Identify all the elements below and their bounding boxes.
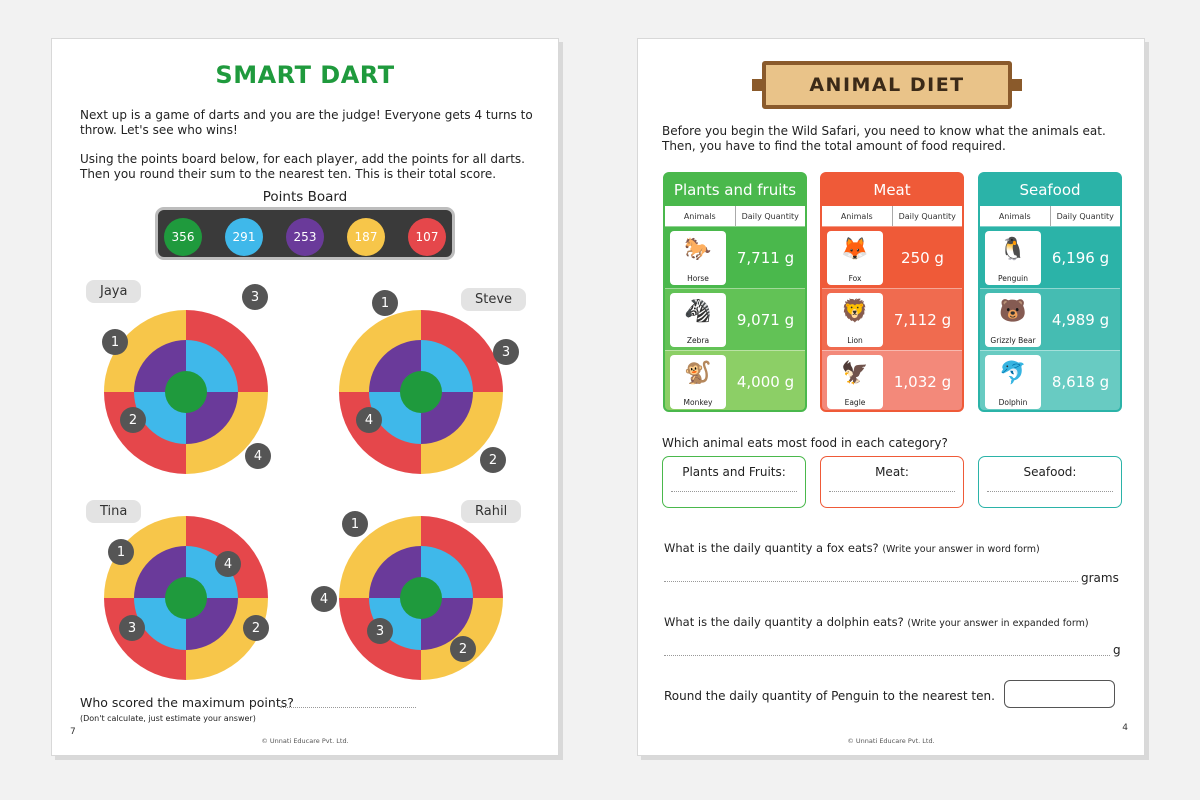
bear-icon: 🐻	[999, 298, 1027, 324]
diet-row	[980, 350, 1120, 412]
dart-1: 1	[372, 290, 398, 316]
intro-text: Before you begin the Wild Safari, you need to know what the animals eat. Then, you have to find the total amount of food required.	[662, 124, 1106, 153]
daily-quantity: 6,196 g	[1051, 248, 1110, 267]
animal-picture: 🐬 Dolphin	[985, 355, 1041, 409]
horse-icon: 🐎	[684, 236, 712, 262]
question-2: What is the daily quantity a fox eats? (Write your answer in word form)	[664, 541, 1040, 555]
page-title: SMART DART	[215, 61, 395, 89]
points-circle: 291	[225, 218, 263, 256]
player-name-tina: Tina	[86, 500, 141, 523]
page-number: 4	[1122, 723, 1128, 733]
page-title-sign	[762, 61, 1012, 109]
dart-3: 3	[367, 618, 393, 644]
dart-4: 4	[215, 551, 241, 577]
player-name-rahil: Rahil	[461, 500, 521, 523]
player-name-jaya: Jaya	[86, 280, 141, 303]
dartboard-jaya	[104, 310, 268, 474]
lion-icon: 🦁	[841, 298, 869, 324]
points-circle: 187	[347, 218, 385, 256]
category-title: Seafood	[1019, 181, 1081, 199]
daily-quantity: 4,989 g	[1051, 310, 1110, 329]
category-card-seafood	[978, 172, 1122, 412]
hint-text: (Don't calculate, just estimate your answer)	[80, 714, 256, 723]
dart-1: 1	[342, 511, 368, 537]
points-circle: 253	[286, 218, 324, 256]
diet-row	[822, 226, 962, 288]
right-page	[637, 38, 1145, 756]
question-1: Which animal eats most food in each category?	[662, 436, 948, 450]
animal-picture: 🐧 Penguin	[985, 231, 1041, 285]
answer-box-penguin[interactable]	[1004, 680, 1115, 708]
answer-line-dolphin[interactable]	[664, 655, 1110, 656]
instructions-text: Using the points board below, for each player, add the points for all darts. Then you round their sum to the nearest ten. This is their total score.	[80, 152, 525, 181]
daily-quantity: 250 g	[901, 248, 944, 267]
dolphin-icon: 🐬	[999, 360, 1027, 386]
fox-icon: 🦊	[841, 236, 869, 262]
animal-picture: 🦓 Zebra	[670, 293, 726, 347]
points-circle: 356	[164, 218, 202, 256]
answer-line[interactable]	[280, 707, 416, 708]
unit-g: g	[1113, 643, 1121, 657]
player-name-steve: Steve	[461, 288, 526, 311]
animal-picture: 🦅 Eagle	[827, 355, 883, 409]
animal-picture: 🦁 Lion	[827, 293, 883, 347]
category-card-meat	[820, 172, 964, 412]
question-3: What is the daily quantity a dolphin eats? (Write your answer in expanded form)	[664, 615, 1089, 629]
daily-quantity: 9,071 g	[736, 310, 795, 329]
points-circle: 107	[408, 218, 446, 256]
dart-1: 1	[102, 329, 128, 355]
category-card-plants	[663, 172, 807, 412]
diet-row	[822, 288, 962, 350]
dart-2: 2	[480, 447, 506, 473]
penguin-icon: 🐧	[999, 236, 1027, 262]
dart-2: 2	[243, 615, 269, 641]
category-title: Plants and fruits	[673, 181, 797, 199]
animal-picture: 🐎 Horse	[670, 231, 726, 285]
intro-text: Next up is a game of darts and you are the judge! Everyone gets 4 turns to throw. Let's see who wins!	[80, 108, 533, 137]
answer-box-meat[interactable]: Meat:	[820, 456, 964, 508]
category-title: Meat	[873, 181, 911, 199]
dart-4: 4	[245, 443, 271, 469]
daily-quantity: 8,618 g	[1051, 372, 1110, 391]
daily-quantity: 1,032 g	[893, 372, 952, 391]
animal-picture: 🦊 Fox	[827, 231, 883, 285]
diet-row	[665, 288, 805, 350]
dart-4: 4	[356, 407, 382, 433]
diet-row	[980, 226, 1120, 288]
diet-row	[665, 226, 805, 288]
animal-picture: 🐒 Monkey	[670, 355, 726, 409]
column-headers: Animals Daily Quantity	[822, 206, 962, 226]
points-board-label: Points Board	[262, 189, 348, 205]
dartboard-steve	[339, 310, 503, 474]
daily-quantity: 4,000 g	[736, 372, 795, 391]
daily-quantity: 7,711 g	[736, 248, 795, 267]
eagle-icon: 🦅	[841, 360, 869, 386]
dart-1: 1	[108, 539, 134, 565]
question-text: Who scored the maximum points?	[80, 695, 294, 710]
page-number: 7	[70, 727, 76, 737]
answer-box-seafood[interactable]: Seafood:	[978, 456, 1122, 508]
monkey-icon: 🐒	[684, 360, 712, 386]
animal-picture: 🐻 Grizzly Bear	[985, 293, 1041, 347]
column-headers: Animals Daily Quantity	[980, 206, 1120, 226]
column-headers: Animals Daily Quantity	[665, 206, 805, 226]
dartboard-rahil	[339, 516, 503, 680]
answer-line-fox[interactable]	[664, 581, 1078, 582]
diet-row	[980, 288, 1120, 350]
diet-row	[665, 350, 805, 412]
left-page	[51, 38, 559, 756]
dart-4: 4	[311, 586, 337, 612]
dart-2: 2	[450, 636, 476, 662]
diet-row	[822, 350, 962, 412]
answer-box-plants[interactable]: Plants and Fruits:	[662, 456, 806, 508]
dart-2: 2	[120, 407, 146, 433]
dart-3: 3	[493, 339, 519, 365]
unit-grams: grams	[1081, 571, 1119, 585]
dart-3: 3	[242, 284, 268, 310]
question-4: Round the daily quantity of Penguin to the nearest ten.	[664, 689, 995, 703]
daily-quantity: 7,112 g	[893, 310, 952, 329]
zebra-icon: 🦓	[684, 298, 712, 324]
points-board	[155, 207, 455, 260]
dart-3: 3	[119, 615, 145, 641]
footer-text: © Unnati Educare Pvt. Ltd.	[261, 737, 349, 745]
footer-text: © Unnati Educare Pvt. Ltd.	[847, 737, 935, 745]
page-title: ANIMAL DIET	[809, 74, 965, 96]
